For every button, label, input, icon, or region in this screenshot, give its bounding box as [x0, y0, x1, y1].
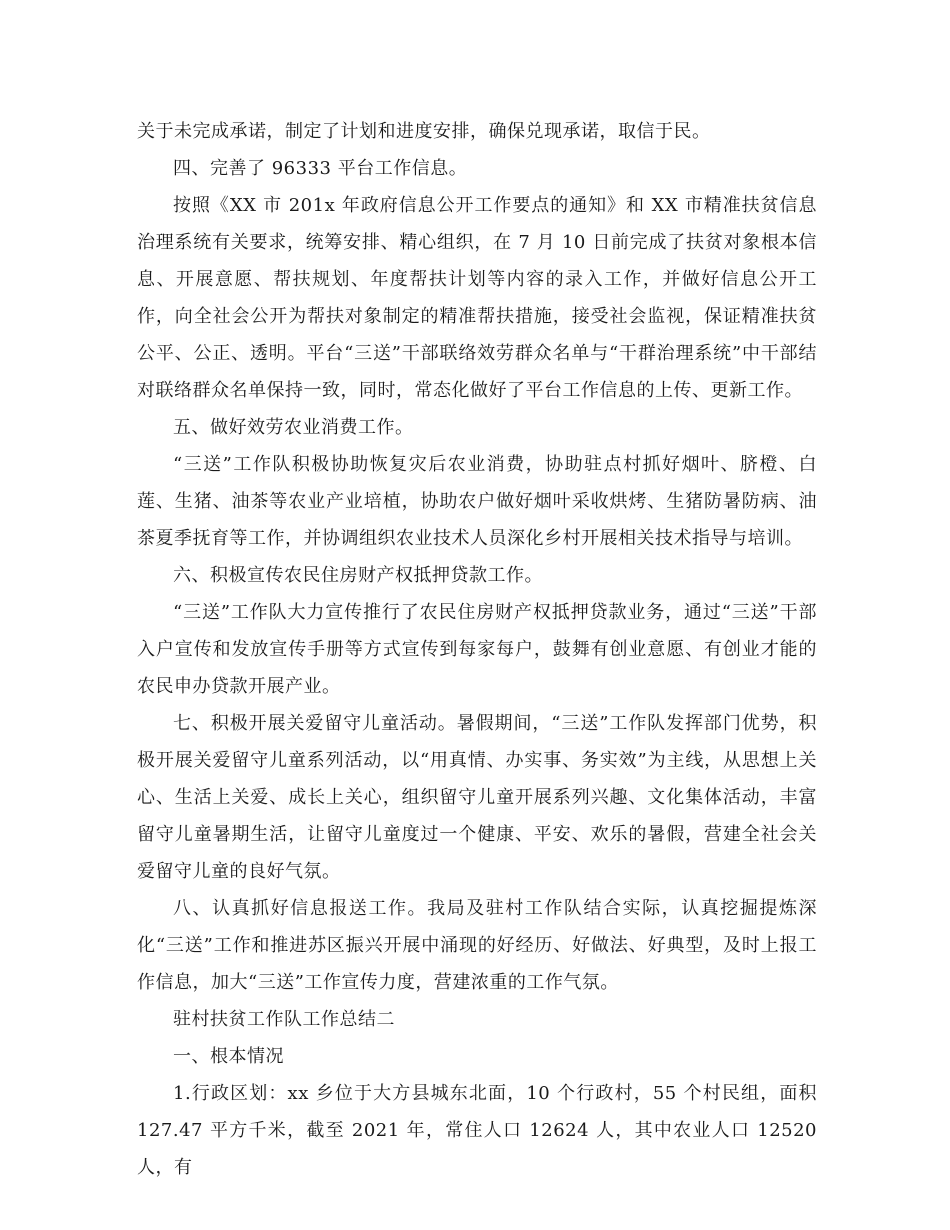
- paragraph-3: 按照《XX 市 201x 年政府信息公开工作要点的通知》和 XX 市精准扶贫信息治理系统有关要求，统筹安排、精心组织，在 7 月 10 日前完成了扶贫对象根本信息、开展意愿、帮扶规划、年度帮扶计划等内容的录入工作，并做好信息公开工作，向全社会公开为帮扶对象制定的精准帮扶措施，接受社会监视，保证精准扶贫公平、公正、透明。平台“三送”干部联络效劳群众名单与“干群治理系统”中干部结对联络群众名单保持一致，同时，常态化做好了平台工作信息的上传、更新工作。: [137, 195, 817, 401]
- section-heading-5: 五、做好效劳农业消费工作。: [173, 417, 414, 438]
- paragraph-5: “三送”工作队积极协助恢复灾后农业消费，协助驻点村抓好烟叶、脐橙、白莲、生猪、油茶等农业产业培植，协助农户做好烟叶采收烘烤、生猪防暑防病、油茶夏季抚育等工作，并协调组织农业技术人员深化乡村开展相关技术指导与培训。: [137, 454, 817, 549]
- document-body: [137, 113, 817, 1186]
- paragraph-7: “三送”工作队大力宣传推行了农民住房财产权抵押贷款业务，通过“三送”干部入户宣传和发放宣传手册等方式宣传到每家每户，鼓舞有创业意愿、有创业才能的农民申办贷款开展产业。: [137, 602, 817, 697]
- section-heading-4: 四、完善了 96333 平台工作信息。: [173, 158, 468, 179]
- paragraph-12: 1.行政区划：xx 乡位于大方县城东北面，10 个行政村，55 个村民组，面积 127.47 平方千米，截至 2021 年，常住人口 12624 人，其中农业人口 12520 人，有: [137, 1083, 817, 1178]
- section-heading-6: 六、积极宣传农民住房财产权抵押贷款工作。: [173, 565, 543, 586]
- paragraph-9: 八、认真抓好信息报送工作。我局及驻村工作队结合实际，认真挖掘提炼深化“三送”工作和推进苏区振兴开展中涌现的好经历、好做法、好典型，及时上报工作信息，加大“三送”工作宣传力度，营建浓重的工作气氛。: [137, 898, 817, 993]
- paragraph-1: 关于未完成承诺，制定了计划和进度安排，确保兑现承诺，取信于民。: [137, 121, 711, 142]
- section-heading-1: 一、根本情况: [173, 1046, 284, 1067]
- section-title-2: 驻村扶贫工作队工作总结二: [173, 1009, 395, 1030]
- paragraph-8: 七、积极开展关爱留守儿童活动。暑假期间，“三送”工作队发挥部门优势，积极开展关爱留守儿童系列活动，以“用真情、办实事、务实效”为主线，从思想上关心、生活上关爱、成长上关心，组织留守儿童开展系列兴趣、文化集体活动，丰富留守儿童暑期生活，让留守儿童度过一个健康、平安、欢乐的暑假，营建全社会关爱留守儿童的良好气氛。: [137, 713, 817, 882]
